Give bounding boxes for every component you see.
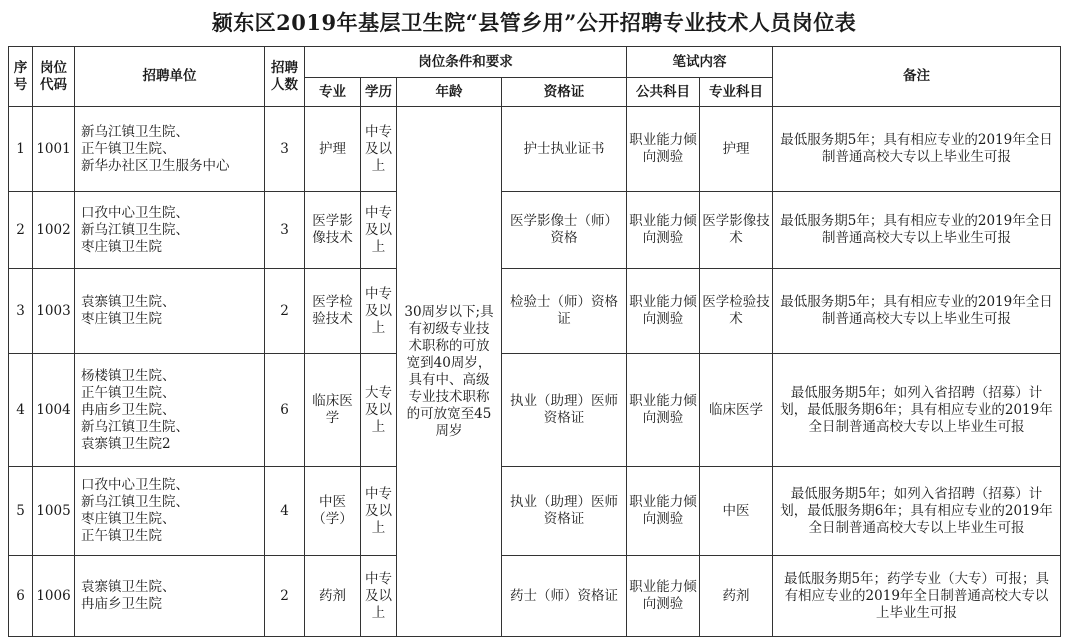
cell-seq: 4 [9,354,33,467]
cell-unit: 口孜中心卫生院、 新乌江镇卫生院、 枣庄镇卫生院、 正午镇卫生院 [75,467,265,556]
header-conditions: 岗位条件和要求 [305,47,627,78]
cell-code: 1001 [33,107,75,192]
header-unit: 招聘单位 [75,47,265,107]
cell-certificate: 检验士（师）资格证 [502,269,627,354]
table-row [9,192,1061,269]
cell-major: 临床医学 [305,354,361,467]
cell-unit: 杨楼镇卫生院、 正午镇卫生院、 冉庙乡卫生院、 新乌江镇卫生院、 袁寨镇卫生院2 [75,354,265,467]
cell-code: 1004 [33,354,75,467]
table-row [9,354,1061,467]
cell-public-subject: 职业能力倾向测验 [627,107,700,192]
table-row [9,269,1061,354]
cell-seq: 6 [9,556,33,637]
cell-professional-subject: 护理 [700,107,773,192]
cell-certificate: 执业（助理）医师资格证 [502,354,627,467]
header-seq: 序号 [9,47,33,107]
header-count: 招聘人数 [265,47,305,107]
cell-major: 药剂 [305,556,361,637]
cell-count: 4 [265,467,305,556]
cell-count: 3 [265,107,305,192]
header-certificate: 资格证 [502,78,627,107]
cell-education: 中专及以上 [361,269,397,354]
cell-code: 1002 [33,192,75,269]
cell-major: 中医（学） [305,467,361,556]
cell-education: 中专及以上 [361,107,397,192]
cell-code: 1003 [33,269,75,354]
cell-professional-subject: 中医 [700,467,773,556]
recruitment-table [8,46,1061,637]
table-row [9,467,1061,556]
header-remarks: 备注 [773,47,1061,107]
cell-age-shared: 30周岁以下;具有初级专业技术职称的可放宽到40周岁，具有中、高级专业技术职称的可放宽至45周岁 [397,107,502,637]
cell-unit: 袁寨镇卫生院、 冉庙乡卫生院 [75,556,265,637]
header-code: 岗位代码 [33,47,75,107]
cell-unit: 新乌江镇卫生院、 正午镇卫生院、 新华办社区卫生服务中心 [75,107,265,192]
cell-code: 1005 [33,467,75,556]
table-row [9,556,1061,637]
cell-professional-subject: 药剂 [700,556,773,637]
header-education: 学历 [361,78,397,107]
cell-certificate: 护士执业证书 [502,107,627,192]
header-professional-subject: 专业科目 [700,78,773,107]
cell-seq: 2 [9,192,33,269]
cell-count: 2 [265,556,305,637]
cell-public-subject: 职业能力倾向测验 [627,354,700,467]
cell-count: 3 [265,192,305,269]
cell-unit: 袁寨镇卫生院、 枣庄镇卫生院 [75,269,265,354]
cell-certificate: 执业（助理）医师资格证 [502,467,627,556]
header-public-subject: 公共科目 [627,78,700,107]
cell-remarks: 最低服务期5年；如列入省招聘（招募）计划，最低服务期6年；具有相应专业的2019年全日制普通高校大专以上毕业生可报 [773,354,1061,467]
cell-public-subject: 职业能力倾向测验 [627,467,700,556]
header-age: 年龄 [397,78,502,107]
cell-code: 1006 [33,556,75,637]
header-exam: 笔试内容 [627,47,773,78]
cell-count: 2 [265,269,305,354]
page-title: 颍东区2019年基层卫生院“县管乡用”公开招聘专业技术人员岗位表 [211,10,857,35]
table-row [9,107,1061,192]
cell-remarks: 最低服务期5年；如列入省招聘（招募）计划，最低服务期6年；具有相应专业的2019年全日制普通高校大专以上毕业生可报 [773,467,1061,556]
cell-remarks: 最低服务期5年；具有相应专业的2019年全日制普通高校大专以上毕业生可报 [773,192,1061,269]
cell-major: 医学检验技术 [305,269,361,354]
cell-seq: 5 [9,467,33,556]
cell-count: 6 [265,354,305,467]
cell-seq: 3 [9,269,33,354]
cell-public-subject: 职业能力倾向测验 [627,269,700,354]
header-row [9,47,1061,78]
cell-remarks: 最低服务期5年；具有相应专业的2019年全日制普通高校大专以上毕业生可报 [773,107,1061,192]
cell-remarks: 最低服务期5年；药学专业（大专）可报；具有相应专业的2019年全日制普通高校大专以上毕业生可报 [773,556,1061,637]
header-major: 专业 [305,78,361,107]
cell-professional-subject: 医学影像技术 [700,192,773,269]
cell-professional-subject: 医学检验技术 [700,269,773,354]
cell-education: 中专及以上 [361,192,397,269]
cell-certificate: 药士（师）资格证 [502,556,627,637]
cell-major: 护理 [305,107,361,192]
cell-education: 大专及以上 [361,354,397,467]
cell-unit: 口孜中心卫生院、 新乌江镇卫生院、 枣庄镇卫生院 [75,192,265,269]
cell-education: 中专及以上 [361,556,397,637]
cell-public-subject: 职业能力倾向测验 [627,556,700,637]
cell-public-subject: 职业能力倾向测验 [627,192,700,269]
cell-seq: 1 [9,107,33,192]
cell-remarks: 最低服务期5年；具有相应专业的2019年全日制普通高校大专以上毕业生可报 [773,269,1061,354]
cell-professional-subject: 临床医学 [700,354,773,467]
cell-major: 医学影像技术 [305,192,361,269]
cell-education: 中专及以上 [361,467,397,556]
cell-certificate: 医学影像士（师）资格 [502,192,627,269]
